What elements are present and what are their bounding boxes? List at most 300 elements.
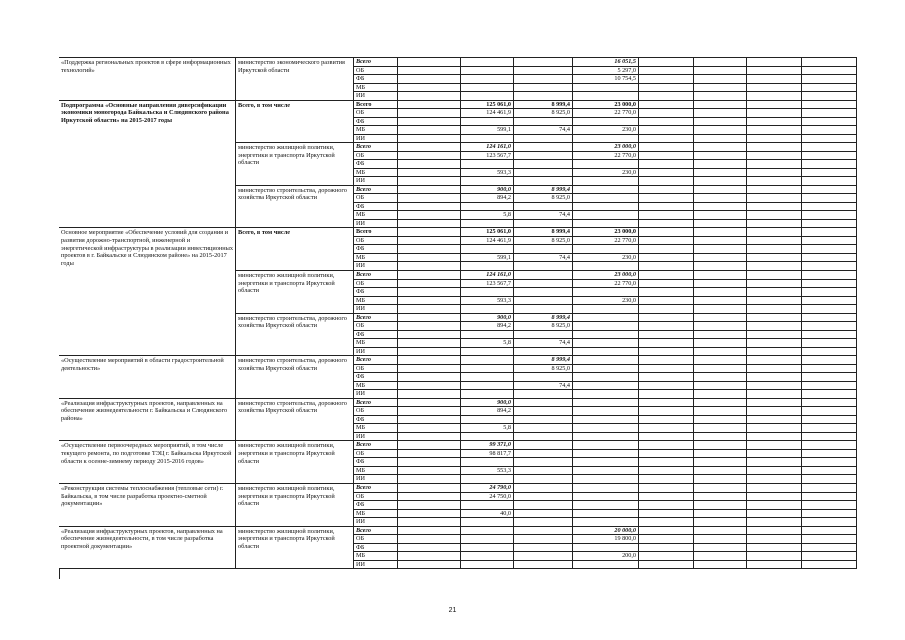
- empty-cell: [802, 458, 857, 467]
- empty-cell: [398, 186, 461, 195]
- value-cell-v1: [461, 356, 514, 365]
- source-cell: ИИ: [354, 475, 398, 484]
- source-cell: ФБ: [354, 331, 398, 340]
- value-cell-v1: [461, 373, 514, 382]
- empty-cell: [802, 467, 857, 476]
- source-cell: ФБ: [354, 544, 398, 553]
- empty-cell: [802, 424, 857, 433]
- source-cell: МБ: [354, 126, 398, 135]
- empty-cell: [802, 493, 857, 502]
- value-cell-v3: [573, 441, 639, 450]
- empty-cell: [694, 544, 747, 553]
- empty-cell: [398, 92, 461, 101]
- empty-cell: [802, 237, 857, 246]
- empty-cell: [802, 348, 857, 357]
- value-cell-v1: [461, 416, 514, 425]
- empty-cell: [398, 118, 461, 127]
- value-cell-v1: 5,8: [461, 424, 514, 433]
- value-cell-v1: [461, 475, 514, 484]
- value-cell-v2: [514, 84, 573, 93]
- empty-cell: [694, 314, 747, 323]
- event-cell: «Осуществление мероприятий в области градостроительной деятельности»: [59, 356, 236, 399]
- empty-cell: [639, 339, 694, 348]
- value-cell-v1: 40,0: [461, 510, 514, 519]
- empty-cell: [802, 203, 857, 212]
- empty-cell: [398, 245, 461, 254]
- empty-cell: [398, 416, 461, 425]
- value-cell-v3: [573, 194, 639, 203]
- empty-cell: [802, 441, 857, 450]
- empty-cell: [398, 356, 461, 365]
- source-cell: МБ: [354, 424, 398, 433]
- empty-cell: [398, 518, 461, 527]
- empty-cell: [639, 280, 694, 289]
- executor-cell: министерство экономического развития Иркутской области: [236, 58, 354, 101]
- source-cell: ОБ: [354, 493, 398, 502]
- empty-cell: [398, 220, 461, 229]
- empty-cell: [398, 544, 461, 553]
- empty-cell: [639, 169, 694, 178]
- empty-cell: [639, 177, 694, 186]
- empty-cell: [398, 467, 461, 476]
- source-cell: ИИ: [354, 348, 398, 357]
- empty-cell: [639, 433, 694, 442]
- empty-cell: [747, 493, 802, 502]
- value-cell-v1: 599,1: [461, 126, 514, 135]
- source-cell: ИИ: [354, 262, 398, 271]
- value-cell-v2: [514, 416, 573, 425]
- value-cell-v2: [514, 169, 573, 178]
- empty-cell: [802, 220, 857, 229]
- empty-cell: [398, 254, 461, 263]
- empty-cell: [747, 92, 802, 101]
- empty-cell: [639, 390, 694, 399]
- empty-cell: [694, 510, 747, 519]
- event-cell: «Реализация инфраструктурных проектов, направленных на обеспечение жизнедеятельности г. Байкальска и Слюдянского района»: [59, 399, 236, 442]
- value-cell-v1: [461, 527, 514, 536]
- empty-cell: [398, 75, 461, 84]
- event-cell: «Реализация инфраструктурных проектов, направленных на обеспечение жизнедеятельности, в том числе разработка проектной документации»: [59, 527, 236, 570]
- empty-cell: [694, 356, 747, 365]
- value-cell-v3: [573, 339, 639, 348]
- empty-cell: [639, 424, 694, 433]
- empty-cell: [747, 424, 802, 433]
- value-cell-v1: [461, 348, 514, 357]
- empty-cell: [694, 535, 747, 544]
- value-cell-v2: [514, 467, 573, 476]
- empty-cell: [694, 458, 747, 467]
- value-cell-v3: [573, 245, 639, 254]
- empty-cell: [747, 109, 802, 118]
- value-cell-v3: 200,0: [573, 552, 639, 561]
- empty-cell: [639, 262, 694, 271]
- value-cell-v3: [573, 356, 639, 365]
- value-cell-v1: [461, 203, 514, 212]
- value-cell-v3: [573, 373, 639, 382]
- empty-cell: [694, 399, 747, 408]
- empty-cell: [639, 109, 694, 118]
- empty-cell: [639, 135, 694, 144]
- empty-cell: [802, 271, 857, 280]
- value-cell-v3: [573, 424, 639, 433]
- empty-cell: [639, 552, 694, 561]
- empty-cell: [398, 152, 461, 161]
- value-cell-v3: 22 770,0: [573, 109, 639, 118]
- empty-cell: [694, 160, 747, 169]
- value-cell-v2: 8 925,0: [514, 365, 573, 374]
- empty-cell: [802, 501, 857, 510]
- empty-cell: [694, 126, 747, 135]
- empty-cell: [398, 228, 461, 237]
- empty-cell: [802, 228, 857, 237]
- empty-cell: [747, 203, 802, 212]
- empty-cell: [694, 118, 747, 127]
- source-cell: ОБ: [354, 365, 398, 374]
- value-cell-v2: 74,4: [514, 126, 573, 135]
- value-cell-v1: [461, 67, 514, 76]
- executor-cell: Всего, в том числе: [236, 228, 354, 271]
- value-cell-v3: 230,0: [573, 169, 639, 178]
- value-cell-v3: 230,0: [573, 254, 639, 263]
- empty-cell: [398, 322, 461, 331]
- empty-cell: [802, 518, 857, 527]
- value-cell-v1: [461, 58, 514, 67]
- value-cell-v3: [573, 390, 639, 399]
- value-cell-v1: [461, 382, 514, 391]
- empty-cell: [694, 348, 747, 357]
- empty-cell: [747, 433, 802, 442]
- value-cell-v1: 593,3: [461, 169, 514, 178]
- empty-cell: [802, 177, 857, 186]
- value-cell-v1: [461, 118, 514, 127]
- empty-cell: [694, 365, 747, 374]
- empty-cell: [639, 75, 694, 84]
- empty-cell: [802, 322, 857, 331]
- empty-cell: [802, 262, 857, 271]
- empty-cell: [802, 169, 857, 178]
- empty-cell: [802, 135, 857, 144]
- value-cell-v2: [514, 305, 573, 314]
- empty-cell: [802, 433, 857, 442]
- value-cell-v2: [514, 407, 573, 416]
- empty-cell: [747, 237, 802, 246]
- value-cell-v3: 230,0: [573, 297, 639, 306]
- source-cell: ОБ: [354, 535, 398, 544]
- empty-cell: [398, 305, 461, 314]
- event-cell: «Поддержка региональных проектов в сфере информационных технологий»: [59, 58, 236, 101]
- value-cell-v3: [573, 561, 639, 570]
- source-cell: ФБ: [354, 160, 398, 169]
- value-cell-v2: 8 999,4: [514, 186, 573, 195]
- value-cell-v2: [514, 450, 573, 459]
- value-cell-v1: [461, 331, 514, 340]
- value-cell-v2: [514, 160, 573, 169]
- empty-cell: [802, 288, 857, 297]
- executor-cell: министерство строительства, дорожного хозяйства Иркутской области: [236, 186, 354, 229]
- value-cell-v2: 74,4: [514, 382, 573, 391]
- value-cell-v1: 125 061,0: [461, 101, 514, 110]
- empty-cell: [747, 280, 802, 289]
- empty-cell: [639, 211, 694, 220]
- value-cell-v1: [461, 544, 514, 553]
- value-cell-v1: 5,8: [461, 211, 514, 220]
- empty-cell: [747, 143, 802, 152]
- value-cell-v1: 24 750,0: [461, 493, 514, 502]
- value-cell-v1: [461, 518, 514, 527]
- empty-cell: [639, 305, 694, 314]
- value-cell-v1: 5,8: [461, 339, 514, 348]
- value-cell-v3: [573, 501, 639, 510]
- value-cell-v2: [514, 399, 573, 408]
- source-cell: ФБ: [354, 245, 398, 254]
- executor-cell: министерство жилищной политики, энергетики и транспорта Иркутской области: [236, 527, 354, 570]
- value-cell-v3: 23 000,0: [573, 271, 639, 280]
- empty-cell: [802, 390, 857, 399]
- empty-cell: [747, 314, 802, 323]
- value-cell-v1: 99 371,0: [461, 441, 514, 450]
- empty-cell: [694, 203, 747, 212]
- source-cell: ИИ: [354, 390, 398, 399]
- source-cell: Всего: [354, 399, 398, 408]
- empty-cell: [747, 467, 802, 476]
- value-cell-v3: 20 000,0: [573, 527, 639, 536]
- source-cell: ИИ: [354, 561, 398, 570]
- value-cell-v3: 5 297,0: [573, 67, 639, 76]
- value-cell-v2: [514, 527, 573, 536]
- empty-cell: [802, 373, 857, 382]
- empty-cell: [398, 510, 461, 519]
- empty-cell: [747, 331, 802, 340]
- source-cell: МБ: [354, 84, 398, 93]
- empty-cell: [398, 280, 461, 289]
- empty-cell: [639, 475, 694, 484]
- value-cell-v3: 23 000,0: [573, 101, 639, 110]
- value-cell-v2: 8 999,4: [514, 314, 573, 323]
- value-cell-v1: [461, 561, 514, 570]
- source-cell: ИИ: [354, 433, 398, 442]
- empty-cell: [694, 101, 747, 110]
- value-cell-v3: [573, 160, 639, 169]
- empty-cell: [694, 220, 747, 229]
- value-cell-v3: [573, 118, 639, 127]
- empty-cell: [747, 450, 802, 459]
- value-cell-v1: 123 567,7: [461, 152, 514, 161]
- value-cell-v1: [461, 365, 514, 374]
- empty-cell: [747, 305, 802, 314]
- empty-cell: [802, 75, 857, 84]
- value-cell-v1: [461, 288, 514, 297]
- empty-cell: [747, 441, 802, 450]
- value-cell-v1: [461, 433, 514, 442]
- empty-cell: [802, 510, 857, 519]
- empty-cell: [747, 271, 802, 280]
- empty-cell: [802, 152, 857, 161]
- source-cell: ФБ: [354, 288, 398, 297]
- value-cell-v1: 124 461,9: [461, 109, 514, 118]
- source-cell: Всего: [354, 186, 398, 195]
- empty-cell: [747, 262, 802, 271]
- value-cell-v1: [461, 160, 514, 169]
- empty-cell: [639, 194, 694, 203]
- value-cell-v1: 900,0: [461, 186, 514, 195]
- value-cell-v1: [461, 220, 514, 229]
- empty-cell: [747, 382, 802, 391]
- empty-cell: [398, 331, 461, 340]
- empty-cell: [639, 450, 694, 459]
- empty-cell: [398, 399, 461, 408]
- empty-cell: [694, 177, 747, 186]
- empty-cell: [747, 544, 802, 553]
- empty-cell: [802, 339, 857, 348]
- source-cell: Всего: [354, 101, 398, 110]
- source-cell: ФБ: [354, 458, 398, 467]
- empty-cell: [694, 561, 747, 570]
- value-cell-v1: [461, 245, 514, 254]
- source-cell: ОБ: [354, 322, 398, 331]
- empty-cell: [639, 322, 694, 331]
- value-cell-v2: [514, 67, 573, 76]
- empty-cell: [639, 160, 694, 169]
- value-cell-v1: [461, 535, 514, 544]
- source-cell: ОБ: [354, 450, 398, 459]
- executor-cell: министерство жилищной политики, энергетики и транспорта Иркутской области: [236, 441, 354, 484]
- value-cell-v1: [461, 390, 514, 399]
- empty-cell: [398, 237, 461, 246]
- value-cell-v2: [514, 535, 573, 544]
- empty-cell: [802, 484, 857, 493]
- value-cell-v1: 894,2: [461, 194, 514, 203]
- source-cell: МБ: [354, 254, 398, 263]
- value-cell-v3: [573, 518, 639, 527]
- empty-cell: [398, 441, 461, 450]
- value-cell-v2: [514, 458, 573, 467]
- source-cell: Всего: [354, 271, 398, 280]
- empty-cell: [639, 510, 694, 519]
- empty-cell: [802, 280, 857, 289]
- empty-cell: [639, 58, 694, 67]
- empty-cell: [639, 228, 694, 237]
- empty-cell: [802, 552, 857, 561]
- empty-cell: [747, 458, 802, 467]
- empty-cell: [747, 501, 802, 510]
- empty-cell: [694, 186, 747, 195]
- empty-cell: [398, 203, 461, 212]
- value-cell-v3: [573, 331, 639, 340]
- empty-cell: [747, 135, 802, 144]
- value-cell-v2: [514, 280, 573, 289]
- value-cell-v1: [461, 75, 514, 84]
- empty-cell: [694, 527, 747, 536]
- empty-cell: [802, 92, 857, 101]
- source-cell: ОБ: [354, 194, 398, 203]
- empty-cell: [747, 211, 802, 220]
- value-cell-v1: 599,1: [461, 254, 514, 263]
- empty-cell: [747, 399, 802, 408]
- empty-cell: [639, 441, 694, 450]
- empty-cell: [398, 458, 461, 467]
- empty-cell: [694, 228, 747, 237]
- value-cell-v2: [514, 245, 573, 254]
- empty-cell: [802, 126, 857, 135]
- empty-cell: [747, 84, 802, 93]
- value-cell-v1: 593,3: [461, 297, 514, 306]
- empty-cell: [802, 535, 857, 544]
- empty-cell: [747, 484, 802, 493]
- empty-cell: [747, 365, 802, 374]
- empty-cell: [639, 416, 694, 425]
- empty-cell: [694, 143, 747, 152]
- empty-cell: [398, 288, 461, 297]
- empty-cell: [802, 356, 857, 365]
- source-cell: Всего: [354, 58, 398, 67]
- empty-cell: [747, 118, 802, 127]
- empty-cell: [747, 169, 802, 178]
- empty-cell: [747, 356, 802, 365]
- empty-cell: [747, 527, 802, 536]
- source-cell: ИИ: [354, 220, 398, 229]
- value-cell-v2: [514, 390, 573, 399]
- empty-cell: [802, 365, 857, 374]
- empty-cell: [747, 194, 802, 203]
- value-cell-v3: [573, 348, 639, 357]
- source-cell: ОБ: [354, 109, 398, 118]
- value-cell-v3: 22 770,0: [573, 237, 639, 246]
- source-cell: ОБ: [354, 280, 398, 289]
- empty-cell: [747, 186, 802, 195]
- empty-cell: [639, 220, 694, 229]
- value-cell-v1: 894,2: [461, 407, 514, 416]
- empty-cell: [694, 262, 747, 271]
- empty-cell: [639, 152, 694, 161]
- empty-cell: [639, 186, 694, 195]
- value-cell-v3: [573, 475, 639, 484]
- page-number: 21: [448, 607, 457, 614]
- source-cell: ИИ: [354, 135, 398, 144]
- source-cell: ИИ: [354, 177, 398, 186]
- empty-cell: [398, 58, 461, 67]
- empty-cell: [398, 382, 461, 391]
- empty-cell: [802, 254, 857, 263]
- value-cell-v2: [514, 561, 573, 570]
- empty-cell: [398, 450, 461, 459]
- event-cell: Подпрограмма «Основные направления диверсификации экономики моногорода Байкальска и Слюдянского района Иркутской области» на 2015-2017 годы: [59, 101, 236, 229]
- empty-cell: [398, 84, 461, 93]
- source-cell: Всего: [354, 441, 398, 450]
- value-cell-v2: [514, 348, 573, 357]
- empty-cell: [398, 433, 461, 442]
- source-cell: ФБ: [354, 118, 398, 127]
- empty-cell: [747, 297, 802, 306]
- source-cell: МБ: [354, 211, 398, 220]
- value-cell-v1: [461, 177, 514, 186]
- value-cell-v1: 124 161,0: [461, 143, 514, 152]
- executor-cell: министерство жилищной политики, энергетики и транспорта Иркутской области: [236, 271, 354, 314]
- value-cell-v2: [514, 143, 573, 152]
- empty-cell: [802, 109, 857, 118]
- value-cell-v2: [514, 135, 573, 144]
- empty-cell: [398, 339, 461, 348]
- empty-cell: [398, 424, 461, 433]
- value-cell-v2: 8 925,0: [514, 194, 573, 203]
- value-cell-v3: 16 051,5: [573, 58, 639, 67]
- empty-cell: [694, 339, 747, 348]
- empty-cell: [694, 271, 747, 280]
- empty-cell: [398, 143, 461, 152]
- value-cell-v3: [573, 450, 639, 459]
- value-cell-v1: [461, 84, 514, 93]
- value-cell-v3: [573, 416, 639, 425]
- event-cell: Основное мероприятие «Обеспечение условий для создания и развития дорожно-транспортной, инженерной и энергетической инфраструктуры в реализации инвестиционных проектов в г. Байкальске и Слюдянском районе» на 2015-2017 годы: [59, 228, 236, 356]
